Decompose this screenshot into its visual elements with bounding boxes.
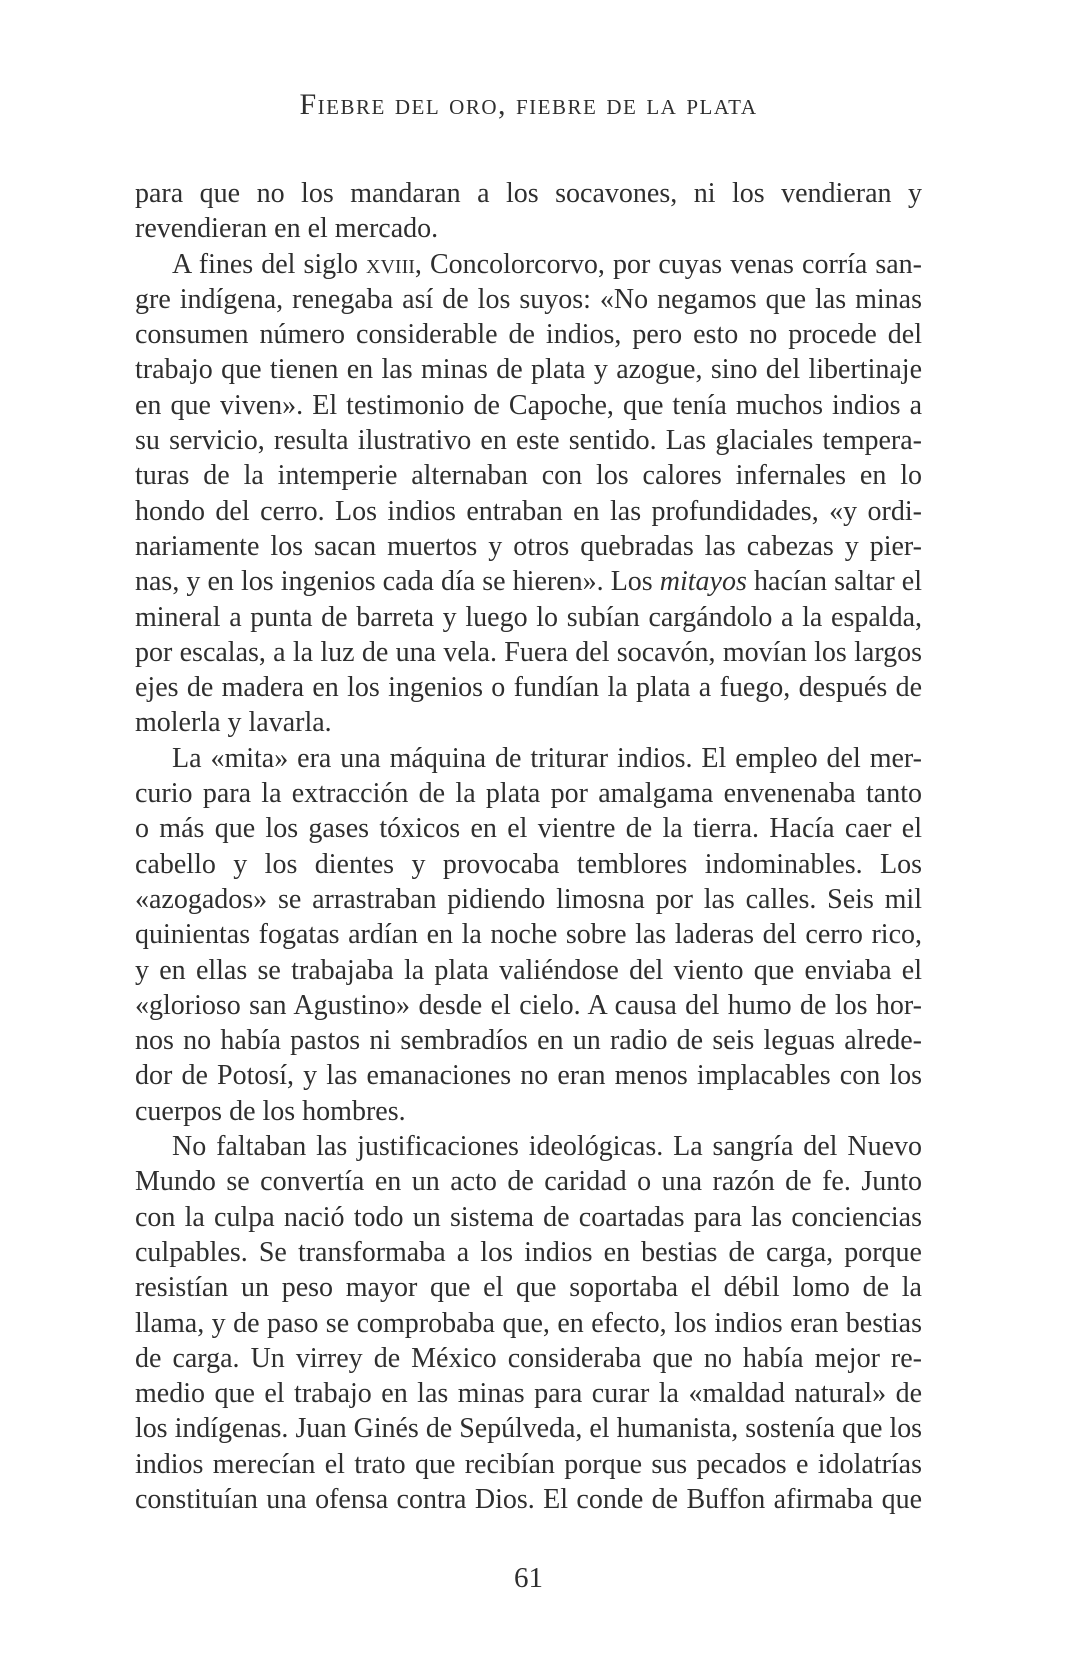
running-header: Fiebre del oro, fiebre de la plata: [299, 88, 758, 121]
text-line: nos no había pastos ni sembradíos en un radio de seis leguas alrede-: [135, 1025, 922, 1057]
text-line: molerla y lavarla.: [135, 707, 332, 739]
text-line: mineral a punta de barreta y luego lo subían cargándolo a la espalda,: [135, 601, 922, 633]
text-line: nariamente los sacan muertos y otros quebradas las cabezas y pier-: [135, 530, 922, 562]
text-line: o más que los gases tóxicos en el vientre de la tierra. Hacía caer el: [135, 813, 922, 845]
text-line: ejes de madera en los ingenios o fundían la plata a fuego, después de: [135, 672, 922, 704]
text-line: por escalas, a la luz de una vela. Fuera del socavón, movían los largos: [135, 636, 922, 668]
text-line: consumen número considerable de indios, pero esto no procede del: [135, 319, 922, 351]
text-line: «azogados» se arrastraban pidiendo limosna por las calles. Seis mil: [135, 883, 922, 915]
text-line: en que viven». El testimonio de Capoche, que tenía muchos indios a: [135, 389, 922, 421]
text-line: medio que el trabajo en las minas para curar la «maldad natural» de: [135, 1378, 922, 1410]
body-text: [135, 176, 922, 1517]
page-number: 61: [514, 1562, 543, 1594]
text-line: curio para la extracción de la plata por amalgama envenenaba tanto: [135, 778, 922, 810]
text-line: Mundo se convertía en un acto de caridad o una razón de fe. Junto: [135, 1166, 922, 1198]
text-line: cuerpos de los hombres.: [135, 1095, 406, 1127]
text-line: su servicio, resulta ilustrativo en este sentido. Las glaciales tempera-: [135, 425, 922, 457]
text-line: hondo del cerro. Los indios entraban en las profundidades, «y ordi-: [135, 495, 922, 527]
text-line: nas, y en los ingenios cada día se hieren». Los mitayos hacían saltar el: [135, 566, 923, 598]
text-line: con la culpa nació todo un sistema de coartadas para las conciencias: [135, 1201, 922, 1233]
text-line: «glorioso san Agustino» desde el cielo. A causa del humo de los hor-: [135, 989, 922, 1021]
text-line: los indígenas. Juan Ginés de Sepúlveda, el humanista, sostenía que los: [135, 1413, 922, 1445]
text-line: constituían una ofensa contra Dios. El conde de Buffon afirmaba que: [135, 1483, 922, 1515]
text-line: No faltaban las justificaciones ideológicas. La sangría del Nuevo: [172, 1131, 922, 1163]
text-line: A fines del siglo xviii, Concolorcorvo, por cuyas venas corría san-: [172, 248, 923, 280]
text-line: para que no los mandaran a los socavones, ni los vendieran y: [135, 178, 922, 209]
text-line: de carga. Un virrey de México consideraba que no había mejor re-: [135, 1342, 922, 1374]
text-line: culpables. Se transformaba a los indios en bestias de carga, porque: [135, 1236, 922, 1268]
text-line: quinientas fogatas ardían en la noche sobre las laderas del cerro rico,: [135, 919, 922, 951]
text-line: turas de la intemperie alternaban con los calores infernales en lo: [135, 460, 922, 492]
text-line: La «mita» era una máquina de triturar indios. El empleo del mer-: [172, 742, 922, 774]
text-line: gre indígena, renegaba así de los suyos: «No negamos que las minas: [135, 283, 922, 315]
text-line: revendieran en el mercado.: [135, 213, 439, 245]
text-line: y en ellas se trabajaba la plata valiéndose del viento que enviaba el: [135, 954, 922, 986]
text-line: cabello y los dientes y provocaba temblores indominables. Los: [135, 848, 922, 880]
text-line: trabajo que tienen en las minas de plata y azogue, sino del libertinaje: [135, 354, 922, 386]
text-line: resistían un peso mayor que el que soportaba el débil lomo de la: [135, 1272, 922, 1304]
text-line: indios merecían el trato que recibían porque sus pecados e idolatrías: [135, 1448, 922, 1480]
text-line: dor de Potosí, y las emanaciones no eran menos implacables con los: [135, 1060, 922, 1092]
text-line: llama, y de paso se comprobaba que, en efecto, los indios eran bestias: [135, 1307, 922, 1339]
